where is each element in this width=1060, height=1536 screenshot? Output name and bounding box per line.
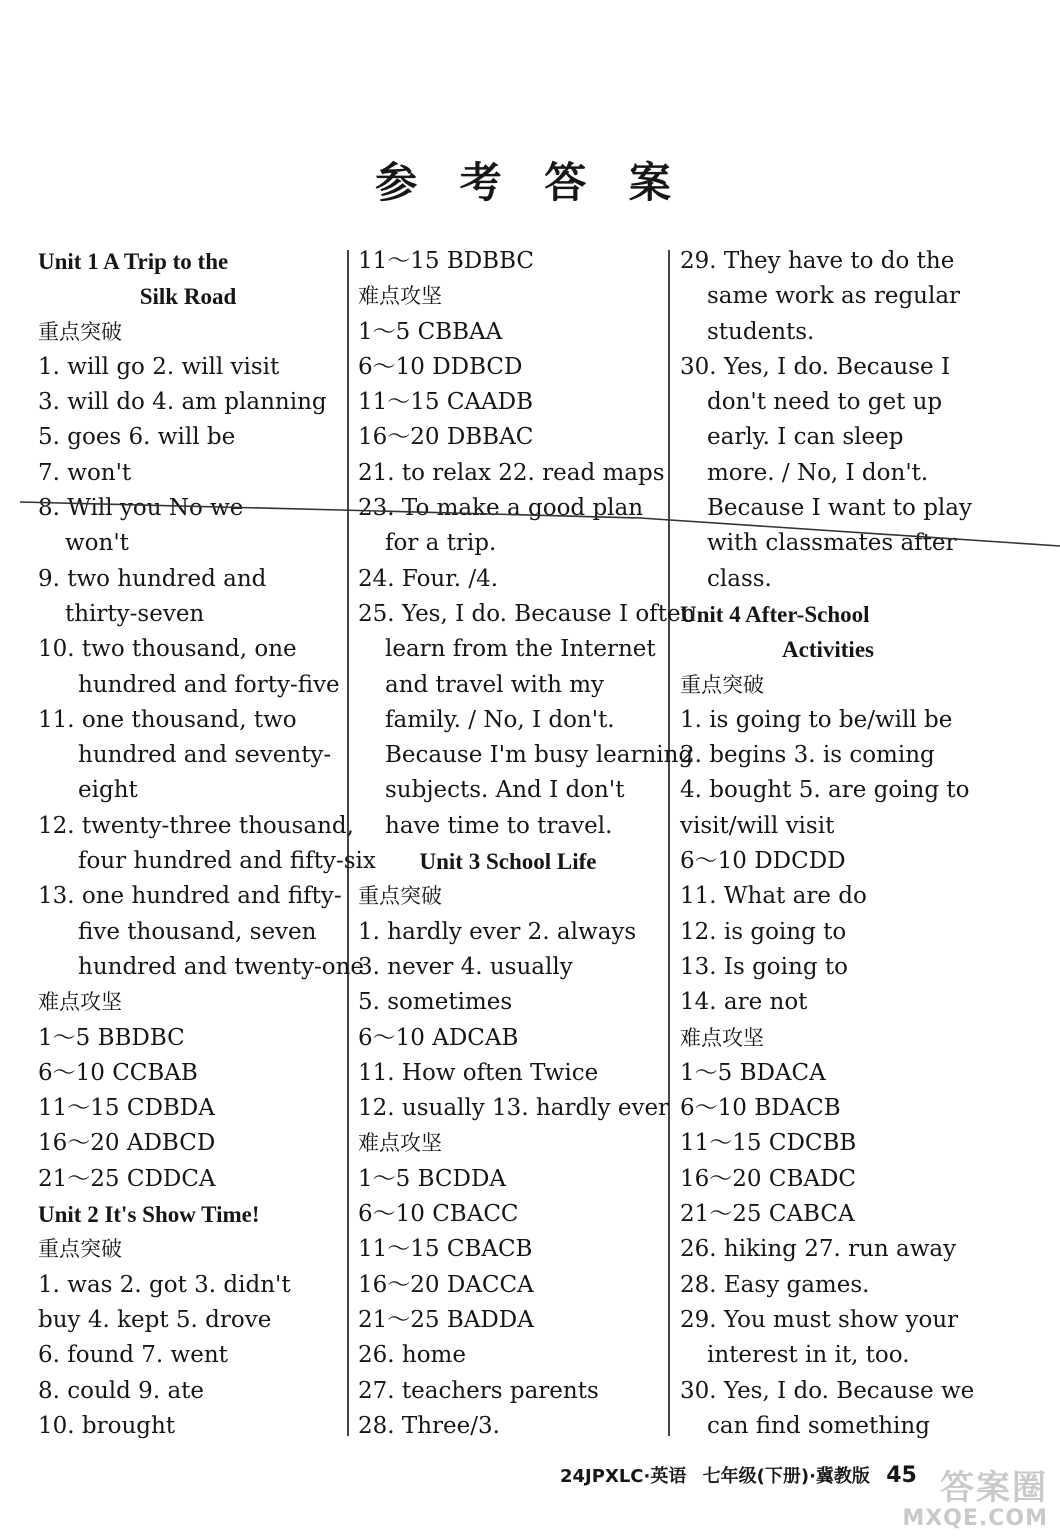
answer-line: 5. sometimes	[358, 989, 513, 1016]
footer-code: 24JPXLC·英语	[560, 1466, 687, 1487]
answer-line: 28. Three/3.	[358, 1412, 500, 1439]
answer-line-continued: hundred and twenty-one	[78, 953, 364, 980]
answer-line-continued: have time to travel.	[385, 812, 613, 839]
answer-line: 1. hardly ever 2. always	[358, 918, 637, 945]
stray-pen-line	[0, 480, 1060, 560]
answer-line: 25. Yes, I do. Because I often	[358, 600, 696, 627]
section-heading: 重点突破	[38, 319, 122, 344]
answer-line-continued: early. I can sleep	[707, 424, 904, 451]
answer-line: 13. Is going to	[680, 953, 848, 980]
answer-line: 29. They have to do the	[680, 248, 955, 274]
answer-line-continued: four hundred and fifty-six	[78, 848, 376, 875]
answer-line-continued: hundred and seventy-	[78, 742, 332, 769]
answer-line: 6～10 DDBCD	[358, 353, 523, 380]
unit-heading: Unit 2 It's Show Time!	[38, 1202, 260, 1228]
page-title: 参 考 答 案	[375, 158, 685, 207]
answer-column-1	[38, 244, 376, 1444]
answer-line: 30. Yes, I do. Because I	[680, 353, 951, 380]
watermark-logo: 答案圈	[940, 1468, 1048, 1509]
answer-line: 6～10 CBACC	[358, 1201, 519, 1228]
answer-line: 8. Will you No we	[38, 495, 244, 522]
unit-heading: Unit 4 After-School	[680, 601, 870, 627]
answer-line: 16～20 CBADC	[680, 1165, 856, 1192]
answer-line: 10. brought	[38, 1412, 176, 1439]
section-heading: 难点攻坚	[358, 284, 442, 309]
answer-line: 12. usually 13. hardly ever	[358, 1095, 670, 1122]
answer-line: 16～20 DBBAC	[358, 424, 534, 451]
answer-line: 26. home	[358, 1342, 466, 1369]
answer-line: 1～5 CBBAA	[358, 318, 503, 345]
column-divider	[347, 250, 349, 1436]
answer-line: 23. To make a good plan	[358, 495, 644, 522]
section-heading: 重点突破	[358, 884, 442, 909]
answer-line: 6～10 DDCDD	[680, 848, 846, 875]
answer-line: 6～10 BDACB	[680, 1095, 841, 1122]
answer-line: 2. begins 3. is coming	[680, 742, 935, 769]
answer-line-continued: eight	[78, 777, 138, 804]
answer-line: 11～15 CDCBB	[680, 1130, 857, 1157]
answer-line: 10. two thousand, one	[38, 636, 297, 663]
answer-line: 12. twenty-three thousand,	[38, 812, 354, 839]
answer-line: 6～10 CCBAB	[38, 1059, 198, 1086]
answer-line: 21. to relax 22. read maps	[358, 459, 665, 486]
answer-line: 13. one hundred and fifty-	[38, 883, 342, 910]
answer-line: 3. will do 4. am planning	[38, 389, 327, 416]
answer-line-continued: subjects. And I don't	[385, 777, 625, 804]
watermark	[902, 1468, 1048, 1531]
answer-line-continued: with classmates after	[707, 530, 957, 557]
answer-line-continued: and travel with my	[385, 671, 604, 698]
answer-line: 1. will go 2. will visit	[38, 353, 280, 380]
answer-line: 21～25 CDDCA	[38, 1165, 216, 1192]
section-heading: 重点突破	[680, 672, 764, 697]
answer-line: 28. Easy games.	[680, 1271, 870, 1298]
watermark-url: MXQE.COM	[902, 1505, 1048, 1531]
answer-line-continued: learn from the Internet	[385, 636, 656, 663]
answer-line: 5. goes 6. will be	[38, 424, 236, 451]
unit-heading: Silk Road	[139, 284, 237, 310]
answer-line: 1～5 BCDDA	[358, 1165, 506, 1192]
answer-line: 6～10 ADCAB	[358, 1024, 519, 1051]
section-heading: 难点攻坚	[38, 990, 122, 1015]
unit-heading: Activities	[782, 637, 874, 663]
answer-line-continued: Because I'm busy learning	[385, 742, 694, 769]
answer-line-continued: for a trip.	[385, 530, 497, 557]
answer-line-continued: won't	[65, 530, 129, 557]
answer-line: 11. How often Twice	[358, 1059, 599, 1086]
answer-line-continued: same work as regular	[707, 283, 961, 310]
answer-line-continued: interest in it, too.	[707, 1342, 910, 1369]
answer-line-continued: Because I want to play	[707, 495, 972, 522]
answer-line-continued: hundred and forty-five	[78, 671, 340, 698]
answer-line: 16～20 ADBCD	[38, 1130, 216, 1157]
section-heading: 难点攻坚	[358, 1131, 442, 1156]
section-heading: 难点攻坚	[680, 1025, 764, 1050]
answer-line: buy 4. kept 5. drove	[38, 1306, 272, 1333]
answer-line-continued: family. / No, I don't.	[385, 706, 615, 733]
answer-line: 21～25 BADDA	[358, 1306, 534, 1333]
answer-line: 24. Four. /4.	[358, 565, 499, 592]
answer-line-continued: five thousand, seven	[78, 918, 317, 945]
answer-line: 9. two hundred and	[38, 565, 267, 592]
answer-line: 14. are not	[680, 989, 808, 1016]
answer-line: visit/will visit	[680, 812, 835, 839]
answer-line: 1. was 2. got 3. didn't	[38, 1271, 291, 1298]
answer-line: 26. hiking 27. run away	[680, 1236, 957, 1263]
answer-line: 11. one thousand, two	[38, 706, 297, 733]
answer-line: 29. You must show your	[680, 1306, 959, 1333]
page-number: 45	[886, 1463, 917, 1488]
unit-heading: Unit 1 A Trip to the	[38, 249, 229, 274]
answer-line-continued: class.	[707, 565, 772, 592]
answer-line: 1～5 BDACA	[680, 1059, 826, 1086]
answer-line: 6. found 7. went	[38, 1342, 228, 1369]
answer-line-continued: students.	[707, 318, 815, 345]
answer-line: 8. could 9. ate	[38, 1377, 205, 1404]
answer-line-continued: don't need to get up	[707, 389, 943, 416]
unit-heading: Unit 3 School Life	[419, 849, 597, 875]
answer-line: 7. won't	[38, 459, 132, 486]
section-heading: 重点突破	[38, 1237, 122, 1262]
answer-line: 30. Yes, I do. Because we	[680, 1377, 975, 1404]
answer-line: 1. is going to be/will be	[680, 706, 953, 733]
answer-line: 27. teachers parents	[358, 1377, 599, 1404]
column-divider	[668, 250, 670, 1436]
answer-line: 3. never 4. usually	[358, 953, 573, 980]
answer-line: 21～25 CABCA	[680, 1201, 855, 1228]
page-footer	[560, 1462, 927, 1488]
answer-line-continued: can find something	[707, 1412, 930, 1439]
answer-line: 1～5 BBDBC	[38, 1024, 185, 1051]
answer-column-2	[358, 244, 696, 1444]
answer-line: 11. What are do	[680, 883, 867, 910]
answer-line: 11～15 CDBDA	[38, 1095, 215, 1122]
answer-line: 4. bought 5. are going to	[680, 777, 970, 804]
answer-line: 12. is going to	[680, 918, 847, 945]
answer-column-3	[680, 244, 976, 1444]
answer-line: 11～15 CAADB	[358, 389, 534, 416]
answer-line: 16～20 DACCA	[358, 1271, 534, 1298]
answer-line: 11～15 CBACB	[358, 1236, 533, 1263]
answer-line-continued: thirty-seven	[65, 600, 205, 627]
footer-grade: 七年级(下册)·冀教版	[702, 1466, 870, 1487]
answer-line-continued: more. / No, I don't.	[707, 459, 929, 486]
answer-line: 11～15 BDBBC	[358, 248, 535, 274]
